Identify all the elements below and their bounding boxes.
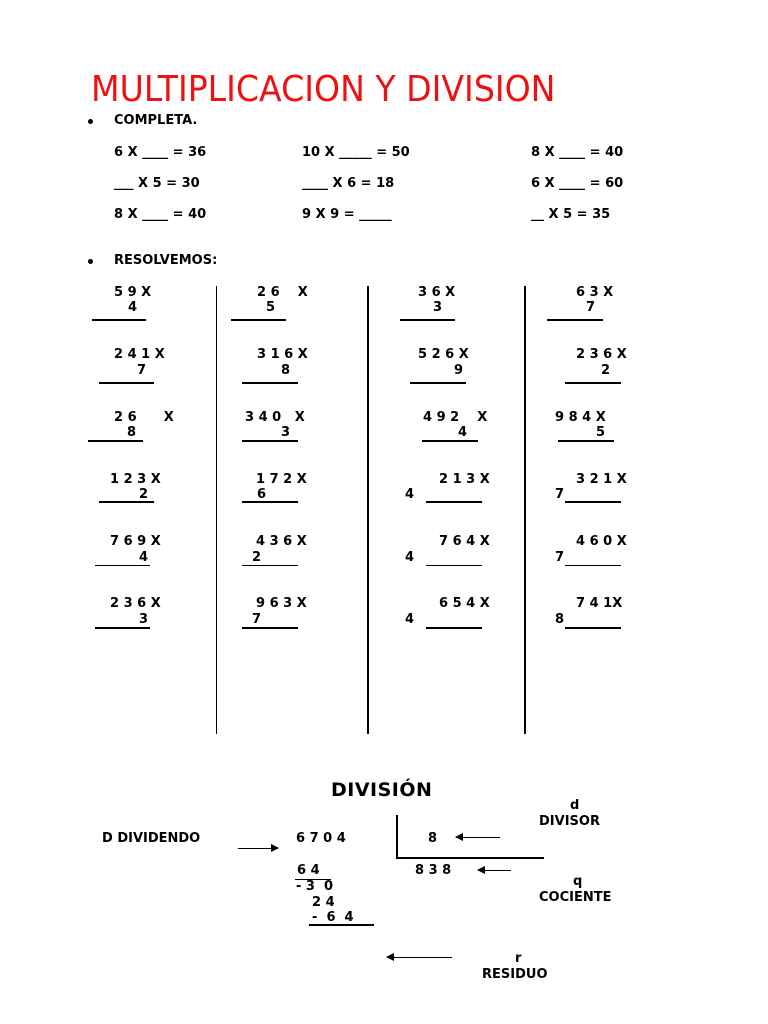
problem-bottom: 6	[257, 487, 267, 502]
problem-bottom: 3	[433, 300, 443, 315]
problem-top: 3 2 1 X	[576, 472, 627, 487]
bullet	[88, 259, 93, 264]
left-arrow-icon	[478, 870, 511, 871]
completa-item: 8 X ____ = 40	[114, 207, 207, 222]
answer-line	[565, 501, 621, 503]
answer-line	[242, 565, 298, 566]
problem-bottom: 4	[139, 550, 149, 565]
completa-label: COMPLETA.	[114, 113, 198, 128]
problem-bottom: 3	[139, 612, 149, 627]
problem-bottom: 4	[128, 300, 138, 315]
answer-line	[400, 319, 455, 321]
problem-bottom: 4	[405, 550, 415, 565]
residuo-label: RESIDUO	[482, 967, 548, 982]
problem-top: 5 2 6 X	[418, 347, 469, 362]
problem-bottom: 7	[252, 612, 262, 627]
quotient: 8 3 8	[415, 863, 452, 878]
answer-line	[99, 382, 154, 384]
answer-line	[231, 319, 286, 321]
divisor-symbol: d	[570, 798, 580, 813]
divisor-label: DIVISOR	[539, 814, 600, 829]
problem-bottom: 4	[458, 425, 468, 440]
problem-top: 2 1 3 X	[439, 472, 490, 487]
bullet	[88, 119, 93, 124]
problem-bottom: 7	[555, 550, 565, 565]
answer-line	[88, 440, 143, 442]
division-bracket	[396, 857, 544, 859]
answer-line	[92, 319, 146, 321]
column-divider	[524, 286, 526, 734]
completa-item: 6 X ____ = 60	[531, 176, 624, 191]
completa-item: 9 X 9 = _____	[302, 207, 392, 222]
problem-top: 6 3 X	[576, 285, 614, 300]
problem-bottom: 2	[139, 487, 149, 502]
problem-bottom: 2	[601, 363, 611, 378]
answer-line	[410, 382, 466, 384]
answer-line	[242, 440, 298, 442]
left-arrow-icon	[387, 957, 452, 958]
problem-top: 2 3 6 X	[576, 347, 627, 362]
problem-top: 2 3 6 X	[110, 596, 161, 611]
divisor: 8	[428, 831, 438, 846]
problem-top: 3 1 6 X	[257, 347, 308, 362]
answer-line	[95, 565, 150, 566]
division-title: DIVISIÓN	[331, 779, 433, 801]
problem-top: 3 6 X	[418, 285, 456, 300]
answer-line	[547, 319, 603, 321]
problem-bottom: 7	[555, 487, 565, 502]
problem-bottom: 9	[454, 363, 464, 378]
problem-top: 7 4 1X	[576, 596, 623, 611]
problem-top: 4 9 2 X	[423, 410, 488, 425]
problem-top: 3 4 0 X	[245, 410, 305, 425]
problem-bottom: 3	[281, 425, 291, 440]
problem-bottom: 8	[127, 425, 137, 440]
division-step: - 3 0	[296, 879, 334, 894]
problem-bottom: 2	[252, 550, 262, 565]
problem-top: 4 3 6 X	[256, 534, 307, 549]
problem-bottom: 5	[596, 425, 606, 440]
answer-line	[426, 501, 482, 503]
problem-top: 2 6 X	[114, 410, 174, 425]
problem-bottom: 5	[266, 300, 276, 315]
problem-top: 1 2 3 X	[110, 472, 161, 487]
completa-item: ____ X 6 = 18	[302, 176, 395, 191]
completa-item: 6 X ____ = 36	[114, 145, 207, 160]
answer-line	[558, 440, 614, 442]
answer-line	[565, 565, 621, 566]
problem-top: 7 6 9 X	[110, 534, 161, 549]
page-title: MULTIPLICACION Y DIVISION	[91, 69, 556, 110]
completa-item: 10 X _____ = 50	[302, 145, 410, 160]
problem-bottom: 8	[555, 612, 565, 627]
column-divider	[367, 286, 369, 734]
problem-bottom: 8	[281, 363, 291, 378]
cociente-label: COCIENTE	[539, 890, 612, 905]
division-bracket	[396, 815, 398, 859]
problem-top: 9 8 4 X	[555, 410, 606, 425]
answer-line	[99, 501, 154, 503]
problem-bottom: 7	[137, 363, 147, 378]
answer-line	[426, 627, 482, 629]
cociente-symbol: q	[573, 874, 583, 889]
completa-item: __ X 5 = 35	[531, 207, 611, 222]
problem-top: 5 9 X	[114, 285, 152, 300]
answer-line	[242, 627, 298, 629]
division-step: 6 4	[297, 863, 320, 878]
dividendo-label: D DIVIDENDO	[102, 831, 201, 846]
problem-top: 4 6 0 X	[576, 534, 627, 549]
problem-bottom: 4	[405, 612, 415, 627]
answer-line	[242, 501, 298, 503]
problem-top: 2 6 X	[257, 285, 308, 300]
problem-top: 2 4 1 X	[114, 347, 165, 362]
answer-line	[422, 440, 478, 442]
column-divider	[216, 286, 217, 734]
left-arrow-icon	[456, 837, 500, 838]
completa-item: 8 X ____ = 40	[531, 145, 624, 160]
answer-line	[565, 382, 621, 384]
problem-top: 6 5 4 X	[439, 596, 490, 611]
problem-top: 9 6 3 X	[256, 596, 307, 611]
resolvemos-label: RESOLVEMOS:	[114, 253, 218, 268]
completa-item: ___ X 5 = 30	[114, 176, 200, 191]
division-step: - 6 4	[312, 910, 354, 925]
problem-top: 7 6 4 X	[439, 534, 490, 549]
step-line	[309, 924, 374, 926]
problem-bottom: 4	[405, 487, 415, 502]
residuo-symbol: r	[515, 951, 522, 966]
answer-line	[426, 565, 482, 566]
dividend: 6 7 0 4	[296, 831, 346, 846]
right-arrow-icon	[238, 848, 278, 849]
answer-line	[242, 382, 298, 384]
division-step: 2 4	[312, 895, 335, 910]
answer-line	[95, 627, 150, 629]
answer-line	[565, 627, 621, 629]
problem-top: 1 7 2 X	[256, 472, 307, 487]
problem-bottom: 7	[586, 300, 596, 315]
